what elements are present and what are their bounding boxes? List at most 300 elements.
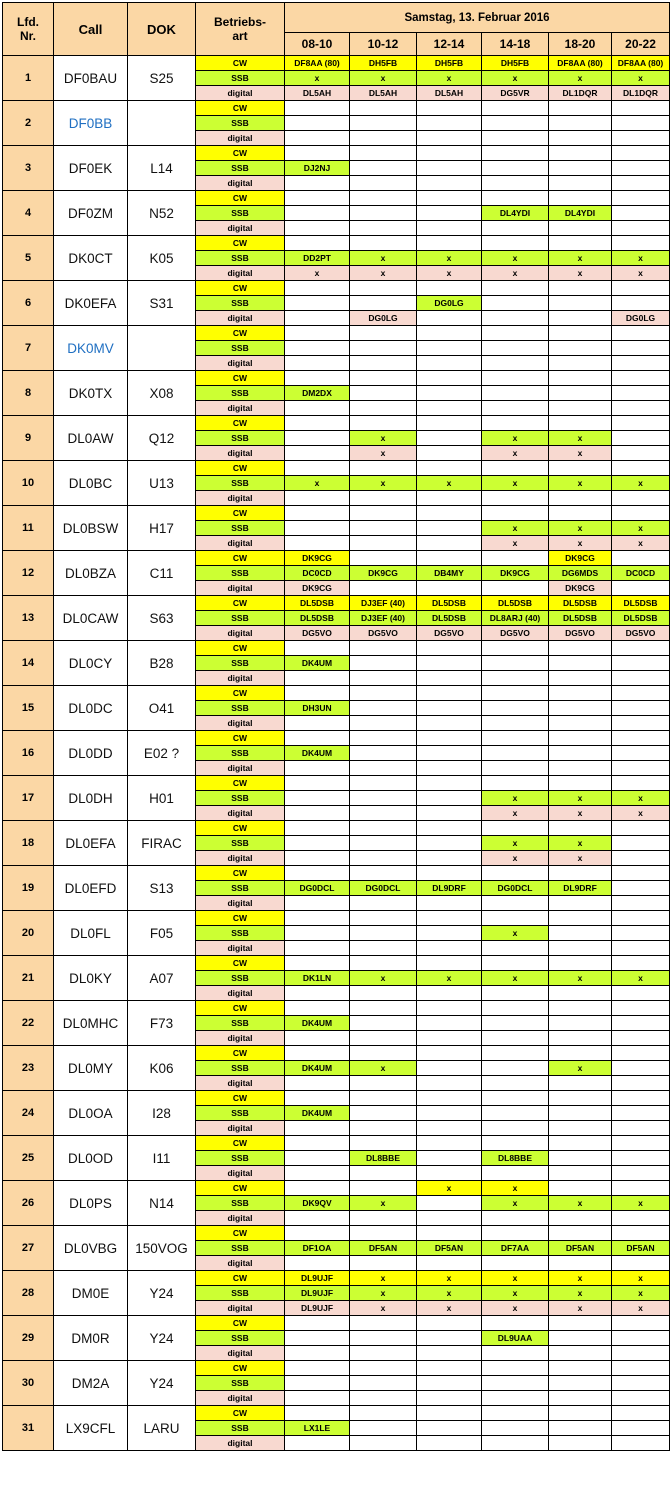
slot-cell bbox=[417, 1391, 482, 1406]
station-dok: E02 ? bbox=[128, 731, 196, 776]
slot-cell bbox=[417, 1076, 482, 1091]
slot-cell bbox=[350, 926, 417, 941]
station-call: DL0DH bbox=[54, 776, 128, 821]
slot-cell bbox=[350, 851, 417, 866]
slot-cell bbox=[350, 1421, 417, 1436]
station-row-cw bbox=[3, 506, 670, 521]
slot-cell bbox=[350, 731, 417, 746]
slot-cell: DK4UM bbox=[285, 1106, 350, 1121]
slot-cell bbox=[350, 281, 417, 296]
station-number: 9 bbox=[3, 416, 54, 461]
slot-cell bbox=[549, 716, 612, 731]
slot-cell bbox=[350, 296, 417, 311]
slot-cell bbox=[612, 341, 670, 356]
slot-cell bbox=[417, 806, 482, 821]
slot-cell bbox=[612, 1391, 670, 1406]
station-call: DL0MY bbox=[54, 1046, 128, 1091]
mode-label-cw: CW bbox=[196, 866, 285, 881]
slot-cell: x bbox=[417, 1181, 482, 1196]
station-dok: N14 bbox=[128, 1181, 196, 1226]
slot-cell bbox=[417, 851, 482, 866]
slot-cell bbox=[350, 491, 417, 506]
slot-cell: DG0DCL bbox=[350, 881, 417, 896]
slot-cell bbox=[417, 131, 482, 146]
station-dok: X08 bbox=[128, 371, 196, 416]
station-dok: N52 bbox=[128, 191, 196, 236]
mode-label-ssb: SSB bbox=[196, 1376, 285, 1391]
slot-cell bbox=[285, 716, 350, 731]
station-row-cw bbox=[3, 416, 670, 431]
slot-cell: x bbox=[482, 431, 549, 446]
slot-cell bbox=[612, 1031, 670, 1046]
mode-label-digital: digital bbox=[196, 131, 285, 146]
slot-cell bbox=[612, 956, 670, 971]
mode-label-cw: CW bbox=[196, 191, 285, 206]
slot-cell bbox=[482, 1346, 549, 1361]
slot-cell bbox=[285, 776, 350, 791]
slot-cell bbox=[482, 1031, 549, 1046]
slot-cell bbox=[417, 641, 482, 656]
slot-cell bbox=[417, 221, 482, 236]
station-number: 22 bbox=[3, 1001, 54, 1046]
slot-cell bbox=[482, 191, 549, 206]
slot-cell: x bbox=[549, 521, 612, 536]
slot-cell bbox=[350, 386, 417, 401]
station-call: DL0CY bbox=[54, 641, 128, 686]
mode-label-digital: digital bbox=[196, 266, 285, 281]
slot-cell bbox=[482, 821, 549, 836]
slot-cell: x bbox=[549, 806, 612, 821]
station-row-cw bbox=[3, 461, 670, 476]
header-slot: 18-20 bbox=[549, 33, 612, 56]
slot-cell: x bbox=[549, 536, 612, 551]
slot-cell: DL9UJF bbox=[285, 1271, 350, 1286]
slot-cell bbox=[549, 1211, 612, 1226]
slot-cell bbox=[350, 101, 417, 116]
slot-cell bbox=[612, 851, 670, 866]
slot-cell bbox=[482, 716, 549, 731]
slot-cell: DG0LG bbox=[612, 311, 670, 326]
slot-cell: DL1DQR bbox=[549, 86, 612, 101]
slot-cell: x bbox=[549, 1196, 612, 1211]
slot-cell: x bbox=[350, 431, 417, 446]
header-slot: 20-22 bbox=[612, 33, 670, 56]
station-call: LX9CFL bbox=[54, 1406, 128, 1451]
station-call: DL0VBG bbox=[54, 1226, 128, 1271]
slot-cell bbox=[417, 416, 482, 431]
slot-cell bbox=[417, 371, 482, 386]
station-call: DL0KY bbox=[54, 956, 128, 1001]
slot-cell bbox=[612, 431, 670, 446]
station-number: 4 bbox=[3, 191, 54, 236]
slot-cell: DK9CG bbox=[285, 581, 350, 596]
slot-cell bbox=[482, 131, 549, 146]
slot-cell bbox=[549, 776, 612, 791]
mode-label-digital: digital bbox=[196, 986, 285, 1001]
slot-cell bbox=[350, 686, 417, 701]
mode-label-ssb: SSB bbox=[196, 386, 285, 401]
station-row-cw bbox=[3, 1316, 670, 1331]
slot-cell bbox=[549, 866, 612, 881]
station-row-cw bbox=[3, 1181, 670, 1196]
station-dok: S13 bbox=[128, 866, 196, 911]
slot-cell: x bbox=[482, 1271, 549, 1286]
slot-cell bbox=[482, 116, 549, 131]
slot-cell bbox=[285, 686, 350, 701]
mode-label-cw: CW bbox=[196, 236, 285, 251]
slot-cell bbox=[612, 1046, 670, 1061]
slot-cell: DL5DSB bbox=[482, 596, 549, 611]
slot-cell bbox=[350, 1166, 417, 1181]
slot-cell bbox=[417, 716, 482, 731]
slot-cell: x bbox=[549, 476, 612, 491]
slot-cell bbox=[612, 401, 670, 416]
slot-cell bbox=[549, 1136, 612, 1151]
slot-cell bbox=[482, 866, 549, 881]
station-call: DL0BSW bbox=[54, 506, 128, 551]
schedule-sheet bbox=[2, 2, 669, 1487]
slot-cell: x bbox=[417, 476, 482, 491]
slot-cell bbox=[549, 731, 612, 746]
slot-cell bbox=[549, 926, 612, 941]
slot-cell bbox=[482, 896, 549, 911]
mode-label-cw: CW bbox=[196, 1226, 285, 1241]
slot-cell bbox=[612, 686, 670, 701]
slot-cell bbox=[549, 671, 612, 686]
slot-cell: x bbox=[482, 851, 549, 866]
slot-cell: DK9CG bbox=[350, 566, 417, 581]
slot-cell: DL5DSB bbox=[549, 611, 612, 626]
slot-cell bbox=[612, 296, 670, 311]
slot-cell: x bbox=[417, 1301, 482, 1316]
station-row-cw bbox=[3, 1046, 670, 1061]
station-row-cw bbox=[3, 821, 670, 836]
slot-cell: x bbox=[350, 1196, 417, 1211]
mode-label-cw: CW bbox=[196, 1406, 285, 1421]
slot-cell bbox=[482, 701, 549, 716]
slot-cell bbox=[350, 1391, 417, 1406]
slot-cell: x bbox=[612, 71, 670, 86]
slot-cell bbox=[285, 896, 350, 911]
slot-cell bbox=[549, 1226, 612, 1241]
slot-cell bbox=[612, 641, 670, 656]
slot-cell: x bbox=[612, 1271, 670, 1286]
slot-cell: DK9CG bbox=[549, 581, 612, 596]
slot-cell bbox=[612, 1421, 670, 1436]
slot-cell bbox=[482, 776, 549, 791]
station-number: 8 bbox=[3, 371, 54, 416]
slot-cell bbox=[417, 956, 482, 971]
slot-cell: DK9QV bbox=[285, 1196, 350, 1211]
slot-cell bbox=[612, 926, 670, 941]
station-dok: S31 bbox=[128, 281, 196, 326]
mode-label-digital: digital bbox=[196, 536, 285, 551]
slot-cell bbox=[612, 836, 670, 851]
slot-cell bbox=[482, 491, 549, 506]
slot-cell bbox=[417, 746, 482, 761]
slot-cell bbox=[549, 656, 612, 671]
mode-label-cw: CW bbox=[196, 281, 285, 296]
slot-cell: DK4UM bbox=[285, 746, 350, 761]
slot-cell bbox=[612, 746, 670, 761]
slot-cell bbox=[350, 821, 417, 836]
mode-label-cw: CW bbox=[196, 416, 285, 431]
slot-cell bbox=[612, 1376, 670, 1391]
slot-cell bbox=[417, 311, 482, 326]
station-dok bbox=[128, 101, 196, 146]
slot-cell bbox=[482, 1091, 549, 1106]
slot-cell bbox=[482, 1136, 549, 1151]
mode-label-ssb: SSB bbox=[196, 1286, 285, 1301]
station-number: 6 bbox=[3, 281, 54, 326]
slot-cell: DL9DRF bbox=[417, 881, 482, 896]
slot-cell: DF5AN bbox=[612, 1241, 670, 1256]
station-call-link[interactable]: DK0MV bbox=[54, 326, 128, 371]
slot-cell bbox=[350, 1031, 417, 1046]
slot-cell bbox=[549, 386, 612, 401]
station-call: DL0EFD bbox=[54, 866, 128, 911]
slot-cell bbox=[549, 491, 612, 506]
slot-cell: DL5AH bbox=[417, 86, 482, 101]
slot-cell bbox=[549, 506, 612, 521]
slot-cell bbox=[549, 986, 612, 1001]
slot-cell bbox=[549, 911, 612, 926]
slot-cell: DG5VO bbox=[417, 626, 482, 641]
mode-label-cw: CW bbox=[196, 821, 285, 836]
slot-cell: DG0DCL bbox=[482, 881, 549, 896]
slot-cell: x bbox=[549, 851, 612, 866]
slot-cell bbox=[612, 881, 670, 896]
slot-cell bbox=[285, 836, 350, 851]
slot-cell: x bbox=[549, 1061, 612, 1076]
station-call-link[interactable]: DF0BB bbox=[54, 101, 128, 146]
header-date: Samstag, 13. Februar 2016 bbox=[285, 3, 670, 33]
slot-cell: DG5VO bbox=[482, 626, 549, 641]
slot-cell bbox=[612, 326, 670, 341]
mode-label-ssb: SSB bbox=[196, 881, 285, 896]
mode-label-ssb: SSB bbox=[196, 701, 285, 716]
station-row-cw bbox=[3, 281, 670, 296]
slot-cell bbox=[612, 821, 670, 836]
slot-cell bbox=[285, 1361, 350, 1376]
slot-cell bbox=[612, 1106, 670, 1121]
slot-cell: DF8AA (80) bbox=[549, 56, 612, 71]
station-call: DL0CAW bbox=[54, 596, 128, 641]
slot-cell bbox=[549, 941, 612, 956]
slot-cell bbox=[549, 1166, 612, 1181]
slot-cell bbox=[482, 956, 549, 971]
slot-cell bbox=[417, 146, 482, 161]
slot-cell bbox=[482, 1406, 549, 1421]
slot-cell bbox=[350, 896, 417, 911]
station-dok: S63 bbox=[128, 596, 196, 641]
slot-cell: DL8BBE bbox=[482, 1151, 549, 1166]
mode-label-cw: CW bbox=[196, 551, 285, 566]
slot-cell: x bbox=[350, 1301, 417, 1316]
slot-cell: DK4UM bbox=[285, 656, 350, 671]
station-row-cw bbox=[3, 1361, 670, 1376]
slot-cell bbox=[482, 1256, 549, 1271]
station-dok: 150VOG bbox=[128, 1226, 196, 1271]
mode-label-digital: digital bbox=[196, 626, 285, 641]
slot-cell bbox=[350, 986, 417, 1001]
station-dok: Q12 bbox=[128, 416, 196, 461]
station-call: DL0DC bbox=[54, 686, 128, 731]
slot-cell: x bbox=[612, 251, 670, 266]
slot-cell bbox=[612, 761, 670, 776]
slot-cell bbox=[350, 161, 417, 176]
mode-label-ssb: SSB bbox=[196, 1061, 285, 1076]
slot-cell: x bbox=[482, 1301, 549, 1316]
slot-cell bbox=[482, 341, 549, 356]
slot-cell: DL9DRF bbox=[549, 881, 612, 896]
slot-cell bbox=[549, 641, 612, 656]
slot-cell bbox=[482, 1391, 549, 1406]
slot-cell bbox=[549, 176, 612, 191]
slot-cell bbox=[417, 1346, 482, 1361]
station-number: 29 bbox=[3, 1316, 54, 1361]
slot-cell bbox=[350, 416, 417, 431]
slot-cell bbox=[417, 1421, 482, 1436]
slot-cell bbox=[612, 146, 670, 161]
mode-label-cw: CW bbox=[196, 596, 285, 611]
mode-label-digital: digital bbox=[196, 1256, 285, 1271]
slot-cell: x bbox=[612, 791, 670, 806]
slot-cell: DD2PT bbox=[285, 251, 350, 266]
slot-cell bbox=[482, 1046, 549, 1061]
slot-cell: x bbox=[612, 476, 670, 491]
station-dok: FIRAC bbox=[128, 821, 196, 866]
mode-label-cw: CW bbox=[196, 641, 285, 656]
station-number: 15 bbox=[3, 686, 54, 731]
slot-cell bbox=[285, 506, 350, 521]
slot-cell bbox=[350, 551, 417, 566]
slot-cell bbox=[350, 356, 417, 371]
mode-label-ssb: SSB bbox=[196, 656, 285, 671]
station-dok: I11 bbox=[128, 1136, 196, 1181]
slot-cell: DG6MDS bbox=[549, 566, 612, 581]
slot-cell bbox=[350, 1346, 417, 1361]
station-call: DL0EFA bbox=[54, 821, 128, 866]
station-call: DL0FL bbox=[54, 911, 128, 956]
slot-cell bbox=[482, 1061, 549, 1076]
slot-cell bbox=[417, 491, 482, 506]
station-row-cw bbox=[3, 731, 670, 746]
slot-cell: DF8AA (80) bbox=[612, 56, 670, 71]
slot-cell bbox=[285, 1331, 350, 1346]
station-dok: H17 bbox=[128, 506, 196, 551]
slot-cell: x bbox=[612, 806, 670, 821]
slot-cell bbox=[417, 581, 482, 596]
slot-cell bbox=[417, 836, 482, 851]
slot-cell: x bbox=[549, 251, 612, 266]
slot-cell bbox=[549, 1421, 612, 1436]
slot-cell bbox=[612, 1001, 670, 1016]
slot-cell bbox=[612, 1406, 670, 1421]
slot-cell bbox=[350, 1016, 417, 1031]
station-number: 26 bbox=[3, 1181, 54, 1226]
slot-cell: x bbox=[482, 266, 549, 281]
slot-cell bbox=[417, 386, 482, 401]
slot-cell bbox=[350, 116, 417, 131]
slot-cell bbox=[612, 206, 670, 221]
slot-cell bbox=[417, 356, 482, 371]
slot-cell bbox=[285, 806, 350, 821]
slot-cell: DC0CD bbox=[285, 566, 350, 581]
slot-cell bbox=[612, 1121, 670, 1136]
slot-cell bbox=[285, 1211, 350, 1226]
slot-cell bbox=[285, 866, 350, 881]
header-slot: 12-14 bbox=[417, 33, 482, 56]
slot-cell: DL9UJF bbox=[285, 1301, 350, 1316]
slot-cell bbox=[612, 896, 670, 911]
slot-cell bbox=[612, 356, 670, 371]
slot-cell bbox=[482, 986, 549, 1001]
station-call: DF0BAU bbox=[54, 56, 128, 101]
slot-cell bbox=[482, 581, 549, 596]
slot-cell bbox=[417, 1226, 482, 1241]
slot-cell bbox=[285, 1406, 350, 1421]
mode-label-ssb: SSB bbox=[196, 161, 285, 176]
slot-cell bbox=[612, 656, 670, 671]
slot-cell bbox=[612, 1316, 670, 1331]
mode-label-digital: digital bbox=[196, 1391, 285, 1406]
slot-cell bbox=[612, 176, 670, 191]
slot-cell bbox=[417, 791, 482, 806]
mode-label-ssb: SSB bbox=[196, 611, 285, 626]
mode-label-ssb: SSB bbox=[196, 116, 285, 131]
slot-cell bbox=[350, 956, 417, 971]
slot-cell: x bbox=[612, 971, 670, 986]
slot-cell bbox=[417, 911, 482, 926]
slot-cell bbox=[417, 1001, 482, 1016]
slot-cell: DJ3EF (40) bbox=[350, 596, 417, 611]
slot-cell bbox=[417, 116, 482, 131]
station-dok: F73 bbox=[128, 1001, 196, 1046]
schedule-body bbox=[3, 56, 670, 1451]
slot-cell bbox=[482, 311, 549, 326]
station-call: DL0AW bbox=[54, 416, 128, 461]
slot-cell bbox=[549, 371, 612, 386]
slot-cell bbox=[350, 1181, 417, 1196]
slot-cell: x bbox=[612, 266, 670, 281]
station-number: 31 bbox=[3, 1406, 54, 1451]
slot-cell: DL1DQR bbox=[612, 86, 670, 101]
slot-cell bbox=[285, 461, 350, 476]
slot-cell: x bbox=[350, 251, 417, 266]
slot-cell bbox=[350, 641, 417, 656]
slot-cell bbox=[482, 1076, 549, 1091]
slot-cell: x bbox=[482, 71, 549, 86]
slot-cell bbox=[549, 341, 612, 356]
slot-cell bbox=[417, 176, 482, 191]
slot-cell bbox=[612, 911, 670, 926]
slot-cell bbox=[549, 221, 612, 236]
station-dok: O41 bbox=[128, 686, 196, 731]
slot-cell bbox=[482, 1016, 549, 1031]
station-row-cw bbox=[3, 1136, 670, 1151]
slot-cell bbox=[285, 1136, 350, 1151]
slot-cell bbox=[350, 1256, 417, 1271]
station-dok: F05 bbox=[128, 911, 196, 956]
slot-cell bbox=[417, 431, 482, 446]
station-call: DL0OD bbox=[54, 1136, 128, 1181]
mode-label-cw: CW bbox=[196, 461, 285, 476]
slot-cell: x bbox=[549, 836, 612, 851]
slot-cell bbox=[612, 1016, 670, 1031]
slot-cell bbox=[285, 1436, 350, 1451]
slot-cell: DG0LG bbox=[417, 296, 482, 311]
